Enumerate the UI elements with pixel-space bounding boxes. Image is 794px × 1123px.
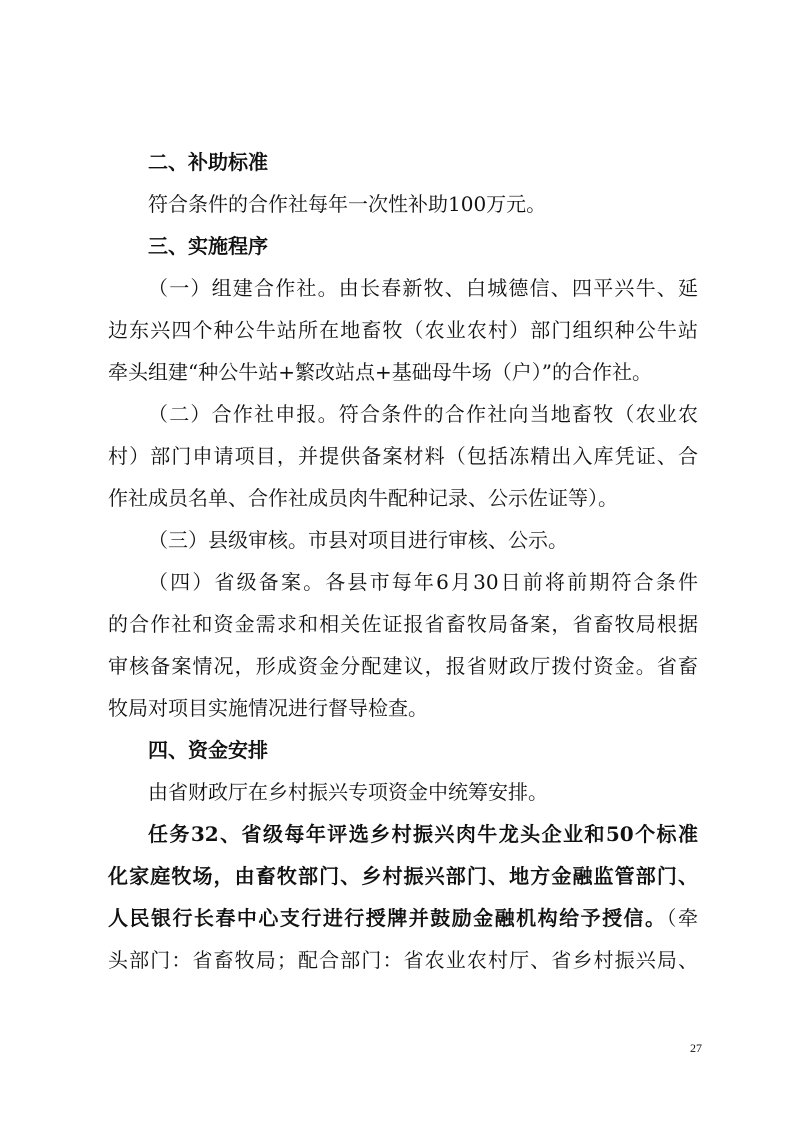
task-32-line: 化家庭牧场，由畜牧部门、乡村振兴部门、地方金融监管部门、 (108, 864, 698, 888)
paragraph-line: （四）省级备案。各县市每年6月30日前将前期符合条件 (148, 570, 698, 594)
paragraph-line: 边东兴四个种公牛站所在地畜牧（农业农村）部门组织种公牛站 (108, 318, 698, 342)
task-32-line: 任务32、省级每年评选乡村振兴肉牛龙头企业和50个标准 (148, 822, 698, 846)
paragraph-line: 作社成员名单、合作社成员肉牛配种记录、公示佐证等）。 (108, 486, 618, 510)
paragraph-line: 牵头组建“种公牛站+繁改站点+基础母牛场（户）”的合作社。 (108, 360, 652, 384)
paragraph-line: 审核备案情况，形成资金分配建议，报省财政厅拨付资金。省畜 (108, 654, 698, 678)
paragraph-line: 村）部门申请项目，并提供备案材料（包括冻精出入库凭证、合 (108, 444, 698, 468)
section-heading-implementation: 三、实施程序 (148, 234, 268, 258)
task-32-line: 头部门：省畜牧局；配合部门：省农业农村厅、省乡村振兴局、 (108, 948, 698, 972)
task-32-bold-text: 人民银行长春中心支行进行授牌并鼓励金融机构给予授信。 (108, 906, 667, 930)
paragraph-line: 的合作社和资金需求和相关佐证报省畜牧局备案，省畜牧局根据 (108, 612, 698, 636)
page-number: 27 (690, 1041, 702, 1055)
task-32-plain-text: （牵 (666, 906, 698, 930)
section-heading-funding: 四、资金安排 (148, 738, 268, 762)
funding-text: 由省财政厅在乡村振兴专项资金中统筹安排。 (148, 780, 548, 804)
paragraph-line: （一）组建合作社。由长春新牧、白城德信、四平兴牛、延 (148, 276, 698, 300)
paragraph-line: （二）合作社申报。符合条件的合作社向当地畜牧（农业农 (148, 402, 698, 426)
paragraph-line: 牧局对项目实施情况进行督导检查。 (108, 696, 428, 720)
paragraph-line: （三）县级审核。市县对项目进行审核、公示。 (148, 528, 568, 552)
task-32-line (108, 904, 698, 932)
subsidy-standard-text: 符合条件的合作社每年一次性补助100万元。 (148, 192, 547, 216)
section-heading-subsidy-standard: 二、补助标准 (148, 150, 268, 174)
